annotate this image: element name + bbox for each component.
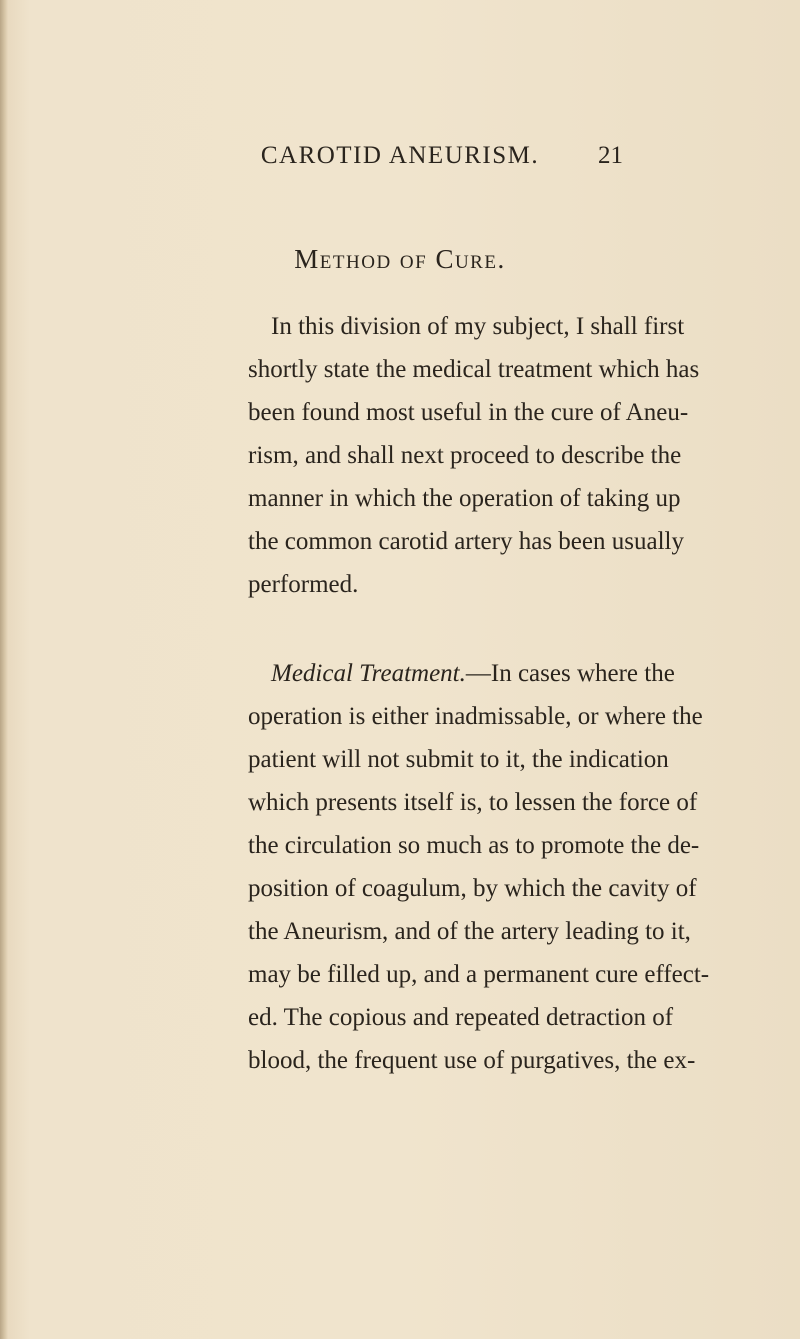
paragraph-1-line-5: manner in which the operation of taking up [248, 485, 681, 512]
paragraph-2-line-9: ed. The copious and repeated detraction of [248, 1004, 674, 1031]
paragraph-2-line-4: which presents itself is, to lessen the force of [248, 789, 698, 816]
page-number: 21 [598, 142, 623, 169]
section-heading: Method of Cure. [294, 244, 506, 274]
paragraph-1-line-7: performed. [248, 571, 359, 598]
paragraph-2-line-7: the Aneurism, and of the artery leading to it, [248, 918, 691, 945]
paragraph-2-lead-rest: —In cases where the [465, 660, 675, 687]
running-head [0, 142, 800, 182]
paragraph-1-line-2: shortly state the medical treatment which has [248, 356, 700, 383]
page-binding-edge [0, 0, 8, 1339]
paragraph-1-line-3: been found most useful in the cure of Aneu- [248, 399, 689, 426]
paragraph-2-line-1 [271, 657, 675, 691]
paragraph-2-line-6: position of coagulum, by which the cavity of [248, 875, 697, 902]
paragraph-2-line-2: operation is either inadmissable, or where the [248, 703, 703, 730]
running-title: CAROTID ANEURISM. [260, 142, 540, 169]
paragraph-1-line-6: the common carotid artery has been usually [248, 528, 684, 555]
paragraph-1-line-4: rism, and shall next proceed to describe the [248, 442, 682, 469]
paragraph-2-line-5: the circulation so much as to promote the de- [248, 832, 700, 859]
paragraph-2-lead-italic: Medical Treatment. [271, 660, 466, 687]
paragraph-2-line-8: may be filled up, and a permanent cure effect- [248, 961, 710, 988]
paragraph-1-line-1: In this division of my subject, I shall first [271, 313, 685, 340]
paragraph-2-line-10: blood, the frequent use of purgatives, the ex- [248, 1047, 696, 1074]
paragraph-2-line-3: patient will not submit to it, the indication [248, 746, 669, 773]
